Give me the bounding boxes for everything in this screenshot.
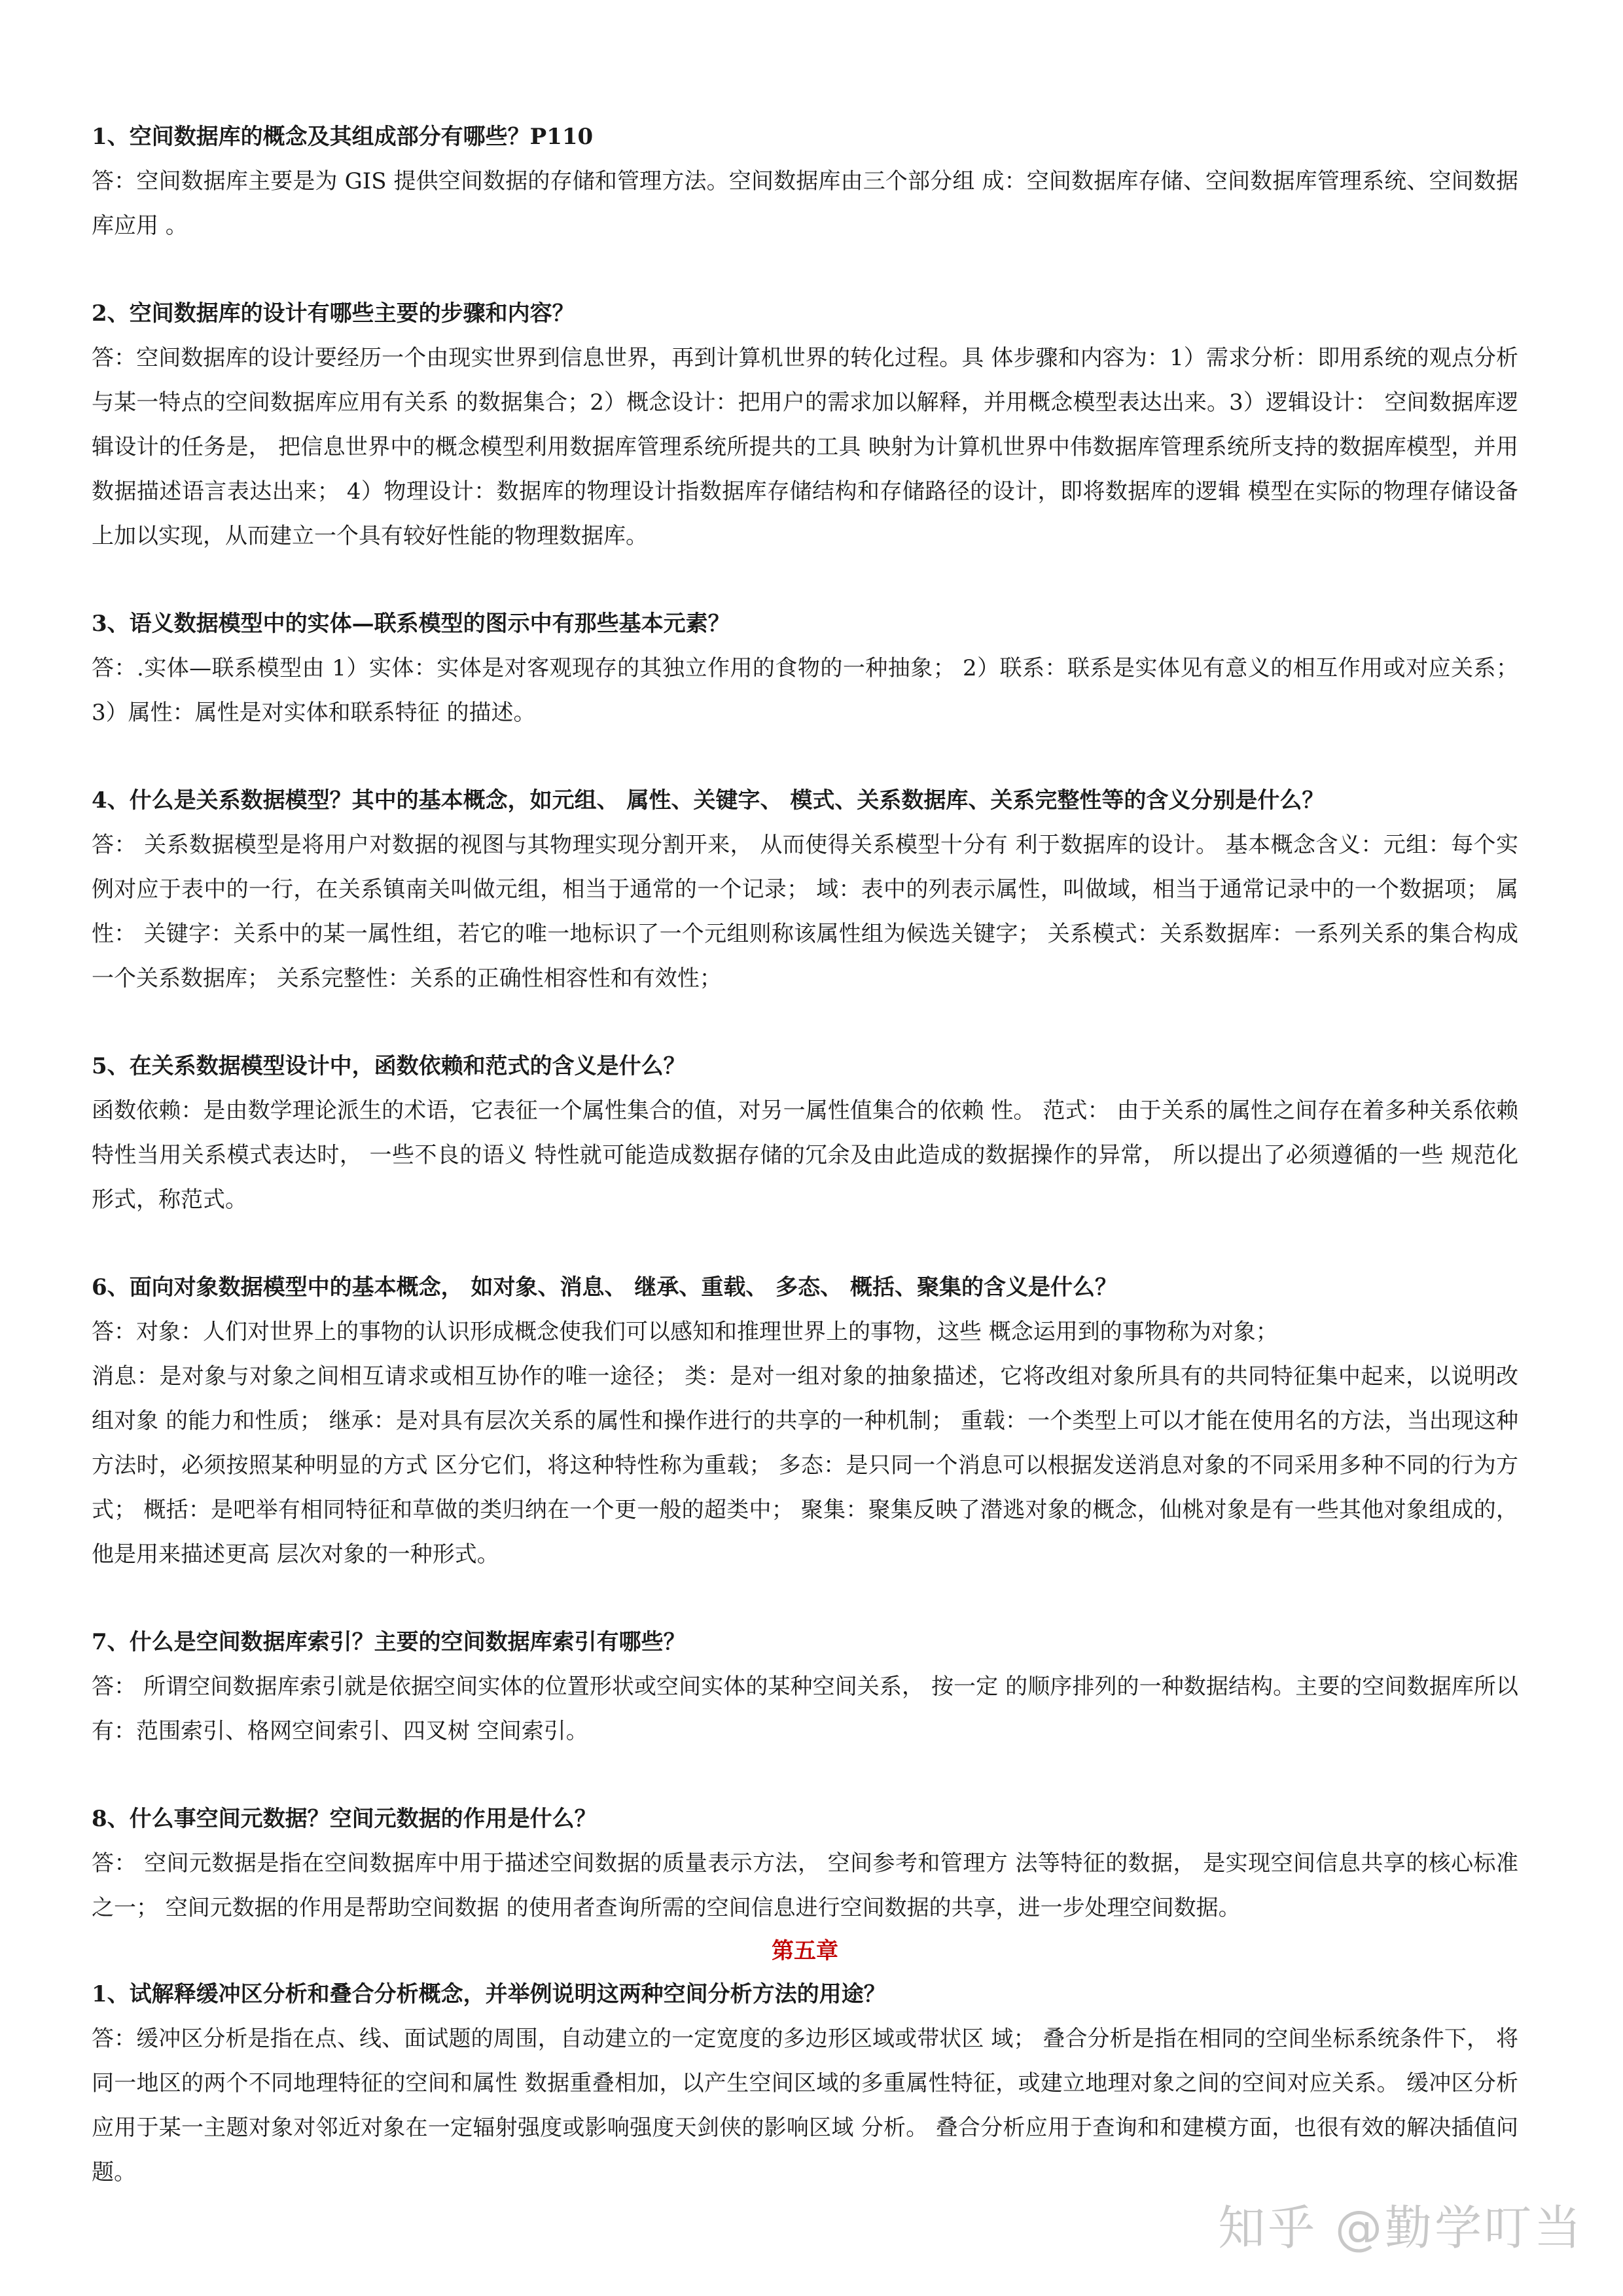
answer-paragraph: 答：缓冲区分析是指在点、线、面试题的周围，自动建立的一定宽度的多边形区域或带状区 域； 叠合分析是指在相同的空间坐标系统条件下， 将同一地区的两个不同地理特征的空间和属性 数据重叠相加，以产生空间区域的多重属性特征，或建立地理对象之间的空间对应关系。 缓冲区分析应用于某一主题对象对邻近对象在一定辐射强度或影响强度天剑侠的影响区域 分析。 叠合分析应用于查询和和建模方面，也很有效的解决插值问题。 [92,2026,1518,2185]
question-heading: 7、什么是空间数据库索引？主要的空间数据库索引有哪些？ [92,1629,686,1655]
question-heading: 5、在关系数据模型设计中，函数依赖和范式的含义是什么？ [92,1053,686,1079]
qa-block-3 [92,601,1518,735]
question-heading: 1、试解释缓冲区分析和叠合分析概念，并举例说明这两种空间分析方法的用途？ [92,1981,886,2007]
answer-paragraph: 答： 所谓空间数据库索引就是依据空间实体的位置形状或空间实体的某种空间关系， 按一定 的顺序排列的一种数据结构。主要的空间数据库所以有：范围索引、格网空间索引、四叉树 空间索引。 [92,1674,1518,1744]
question-heading: 3、语义数据模型中的实体—联系模型的图示中有那些基本元素？ [92,611,730,637]
qa-block-8 [92,1797,1518,1930]
answer-paragraph: 答：.实体—联系模型由 1）实体：实体是对客观现存的其独立作用的食物的一种抽象； 2）联系：联系是实体见有意义的相互作用或对应关系；3）属性：属性是对实体和联系特征 的描述。 [92,655,1518,726]
qa-block-4 [92,778,1518,1001]
answer-paragraph: 消息：是对象与对象之间相互请求或相互协作的唯一途径； 类：是对一组对象的抽象描述，它将改组对象所具有的共同特征集中起来，以说明改组对象 的能力和性质； 继承：是对具有层次关系的属性和操作进行的共享的一种机制； 重载：一个类型上可以才能在使用名的方法，当出现这种方法时，必须按照某种明显的方式 区分它们，将这种特性称为重载； 多态：是只同一个消息可以根据发送消息对象的不同采用多种不同的行为方式； 概括：是吧举有相同特征和草做的类归纳在一个更一般的超类中； 聚集：聚集反映了潜逃对象的概念，仙桃对象是有一些其他对象组成的，他是用来描述更高 层次对象的一种形式。 [92,1363,1518,1568]
document-page [92,115,1518,2238]
qa-block-5 [92,1044,1518,1222]
qa-block-6 [92,1265,1518,1577]
answer-paragraph: 答：空间数据库的设计要经历一个由现实世界到信息世界，再到计算机世界的转化过程。具 体步骤和内容为：1）需求分析：即用系统的观点分析与某一特点的空间数据库应用有关系 的数据集合；2）概念设计：把用户的需求加以解释，并用概念模型表达出来。3）逻辑设计： 空间数据库逻辑设计的任务是， 把信息世界中的概念模型利用数据库管理系统所提共的工具 映射为计算机世界中伟数据库管理系统所支持的数据库模型，并用数据描述语言表达出来； 4）物理设计：数据库的物理设计指数据库存储结构和存储路径的设计，即将数据库的逻辑 模型在实际的物理存储设备上加以实现，从而建立一个具有较好性能的物理数据库。 [92,345,1518,549]
qa-block-1 [92,115,1518,248]
chapter-title: 第五章 [772,1938,838,1964]
answer-paragraph: 答： 关系数据模型是将用户对数据的视图与其物理实现分割开来， 从而使得关系模型十分有 利于数据库的设计。 基本概念含义：元组：每个实例对应于表中的一行，在关系镇南关叫做元组，相当于通常的一个记录； 域：表中的列表示属性，叫做域，相当于通常记录中的一个数据项； 属性： 关键字：关系中的某一属性组，若它的唯一地标识了一个元组则称该属性组为候选关键字； 关系模式：关系数据库：一系列关系的集合构成一个关系数据库； 关系完整性：关系的正确性相容性和有效性； [92,832,1518,992]
question-heading: 4、什么是关系数据模型？其中的基本概念，如元组、 属性、关键字、 模式、关系数据库、关系完整性等的含义分别是什么？ [92,787,1325,814]
question-heading: 6、面向对象数据模型中的基本概念， 如对象、消息、 继承、重载、 多态、 概括、聚集的含义是什么？ [92,1274,1118,1300]
answer-paragraph: 答： 空间元数据是指在空间数据库中用于描述空间数据的质量表示方法， 空间参考和管理方 法等特征的数据， 是实现空间信息共享的核心标准之一； 空间元数据的作用是帮助空间数据 的使用者查询所需的空间信息进行空间数据的共享，进一步处理空间数据。 [92,1850,1518,1921]
watermark: 知乎 @勤学叮当 [1218,2200,1584,2255]
answer-paragraph: 函数依赖：是由数学理论派生的术语，它表征一个属性集合的值，对另一属性值集合的依赖 性。 范式： 由于关系的属性之间存在着多种关系依赖特性当用关系模式表达时， 一些不良的语义 特性就可能造成数据存储的冗余及由此造成的数据操作的异常， 所以提出了必须遵循的一些 规范化形式，称范式。 [92,1098,1518,1213]
qa-block-chapter5-1 [92,1972,1518,2195]
question-heading: 1、空间数据库的概念及其组成部分有哪些？P110 [92,124,594,150]
qa-block-7 [92,1620,1518,1753]
answer-paragraph: 答：对象：人们对世界上的事物的认识形成概念使我们可以感知和推理世界上的事物，这些 概念运用到的事物称为对象； [92,1319,1278,1345]
qa-block-2 [92,291,1518,558]
answer-paragraph: 答：空间数据库主要是为 GIS 提供空间数据的存储和管理方法。空间数据库由三个部分组 成：空间数据库存储、空间数据库管理系统、空间数据库应用 。 [92,168,1518,239]
question-heading: 8、什么事空间元数据？空间元数据的作用是什么？ [92,1806,597,1832]
question-heading: 2、空间数据库的设计有哪些主要的步骤和内容？ [92,300,575,327]
